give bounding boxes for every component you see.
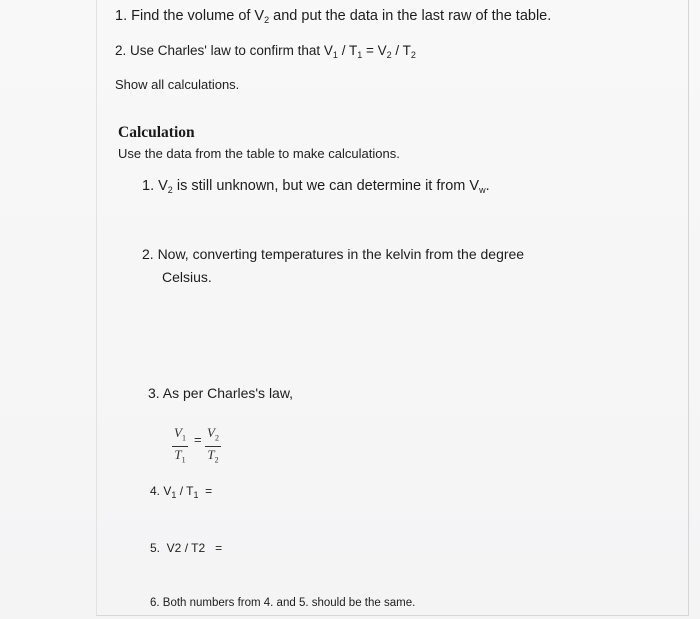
formula-right-den-sub: 2	[214, 455, 219, 465]
formula-right-num-var: V	[207, 425, 215, 440]
formula-left-den-sub: 1	[181, 455, 186, 465]
question-2-text-2: = V	[362, 43, 387, 58]
question-2-text-1: / T	[337, 43, 358, 58]
step-3: 3. As per Charles's law,	[148, 385, 294, 401]
step-1-mid: is still unknown, but we can determine it from V	[172, 178, 480, 194]
formula-left-fraction	[172, 425, 188, 467]
question-1	[115, 8, 551, 25]
step-4	[150, 484, 212, 500]
step-1-sub-2: w	[479, 185, 486, 195]
question-1-sub: 2	[264, 15, 270, 25]
question-2-sub-4: 2	[410, 50, 416, 60]
formula-right-numerator	[205, 425, 221, 447]
question-2	[115, 43, 416, 60]
step-4-sub-2: 1	[193, 490, 199, 500]
step-4-prefix: 4. V	[150, 484, 172, 498]
formula-left-den-var: T	[174, 446, 182, 462]
formula-left-numerator	[172, 425, 188, 447]
formula-right-den-var: T	[207, 446, 215, 462]
step-1-suffix: .	[485, 178, 490, 194]
calculation-heading: Calculation	[118, 124, 195, 141]
step-1-sub: 2	[167, 185, 173, 195]
formula-right-fraction	[205, 425, 221, 467]
formula-equals: =	[194, 432, 202, 447]
question-2-sub-1: 1	[332, 50, 338, 60]
step-4-mid: / T	[176, 484, 194, 498]
step-1	[142, 178, 490, 195]
step-5: 5. V2 / T2 =	[150, 541, 223, 555]
question-2-sub-3: 2	[386, 50, 392, 60]
content-border	[96, 0, 689, 616]
step-2-line-2: Celsius.	[162, 269, 212, 285]
show-all-text: Show all calculations.	[115, 77, 240, 92]
formula-right-denominator	[205, 447, 221, 468]
formula-left-denominator	[172, 447, 188, 468]
formula-left-num-sub: 1	[181, 433, 186, 443]
step-4-suffix: =	[198, 484, 213, 498]
question-1-prefix: 1. Find the volume of V	[115, 8, 265, 24]
question-2-sub-2: 1	[357, 50, 363, 60]
question-2-prefix: 2. Use Charles' law to confirm that V	[115, 43, 333, 58]
step-4-sub-1: 1	[171, 490, 177, 500]
step-6: 6. Both numbers from 4. and 5. should be the same.	[150, 597, 416, 609]
question-2-text-3: / T	[391, 43, 411, 58]
formula-right-num-sub: 2	[214, 433, 219, 443]
step-2-line-1: 2. Now, converting temperatures in the kelvin from the degree	[142, 246, 525, 262]
formula-left-num-var: V	[174, 425, 182, 440]
question-1-suffix: and put the data in the last raw of the table.	[269, 8, 552, 24]
calculation-intro: Use the data from the table to make calculations.	[118, 146, 400, 161]
step-1-prefix: 1. V	[142, 178, 168, 194]
